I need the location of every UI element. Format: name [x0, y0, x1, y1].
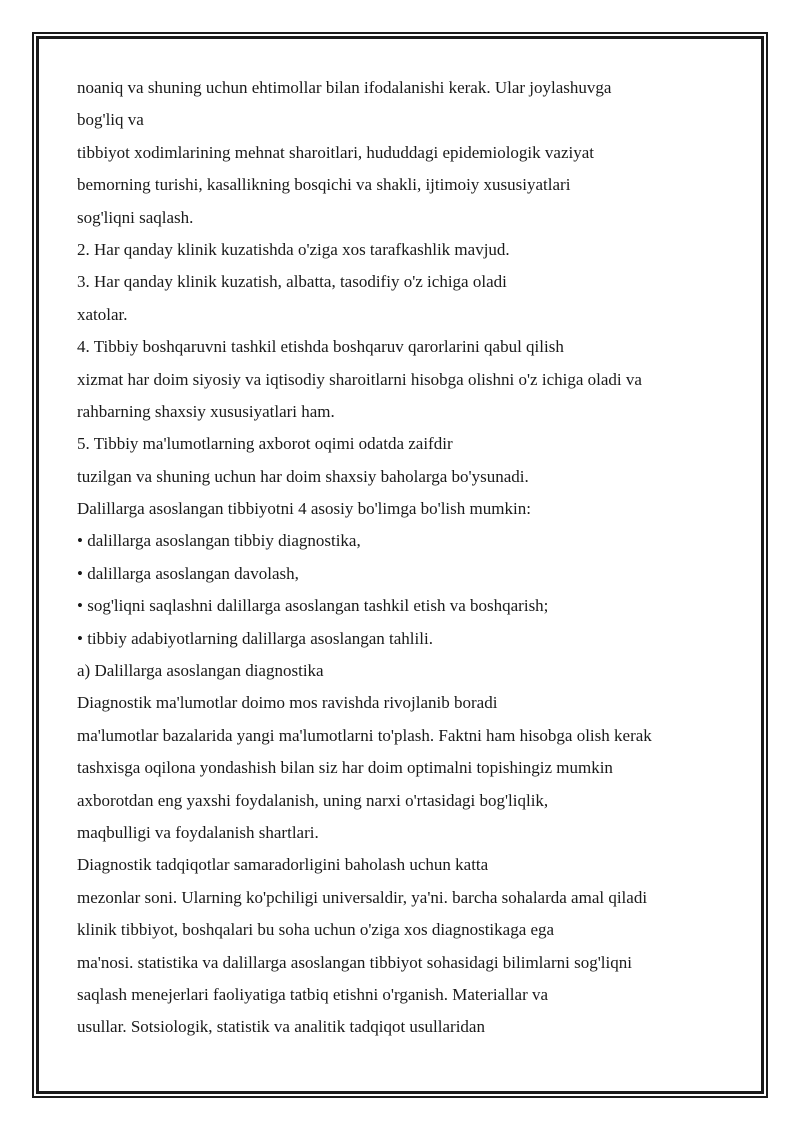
text-line: ma'nosi. statistika va dalillarga asoslangan tibbiyot sohasidagi bilimlarni sog'liqni: [77, 952, 632, 972]
bullet-item: • dalillarga asoslangan davolash,: [77, 563, 299, 583]
text-line: tashxisga oqilona yondashish bilan siz har doim optimalni topishingiz mumkin: [77, 758, 613, 778]
bullet-item: • sog'liqni saqlashni dalillarga asoslangan tashkil etish va boshqarish;: [77, 596, 549, 616]
text-line: xizmat har doim siyosiy va iqtisodiy sharoitlarni hisobga olishni o'z ichiga oladi va: [77, 369, 642, 389]
text-line: bemorning turishi, kasallikning bosqichi va shakli, ijtimoiy xususiyatlari: [77, 175, 571, 195]
text-line: axborotdan eng yaxshi foydalanish, uning narxi o'rtasidagi bog'liqlik,: [77, 790, 549, 810]
text-line: Diagnostik tadqiqotlar samaradorligini baholash uchun katta: [77, 855, 489, 875]
text-line: ma'lumotlar bazalarida yangi ma'lumotlarni to'plash. Faktni ham hisobga olish kerak: [77, 725, 652, 745]
text-line: rahbarning shaxsiy xususiyatlari ham.: [77, 401, 335, 421]
text-line: Diagnostik ma'lumotlar doimo mos ravishda rivojlanib boradi: [77, 693, 498, 713]
text-line: sog'liqni saqlash.: [77, 207, 194, 227]
text-line: Dalillarga asoslangan tibbiyotni 4 asosiy bo'limga bo'lish mumkin:: [77, 499, 531, 519]
text-line: bog'liq va: [77, 110, 144, 130]
list-item: 4. Tibbiy boshqaruvni tashkil etishda boshqaruv qarorlarini qabul qilish: [77, 337, 564, 357]
text-line: usullar. Sotsiologik, statistik va analitik tadqiqot usullaridan: [77, 1017, 485, 1037]
text-line: saqlash menejerlari faoliyatiga tatbiq etishni o'rganish. Materiallar va: [77, 984, 549, 1004]
list-item: 3. Har qanday klinik kuzatish, albatta, tasodifiy o'z ichiga oladi: [77, 272, 507, 292]
text-line: klinik tibbiyot, boshqalari bu soha uchun o'ziga xos diagnostikaga ega: [77, 920, 555, 940]
text-line: mezonlar soni. Ularning ko'pchiligi universaldir, ya'ni. barcha sohalarda amal qiladi: [77, 887, 648, 907]
bullet-item: • tibbiy adabiyotlarning dalillarga asoslangan tahlili.: [77, 628, 433, 648]
text-line: noaniq va shuning uchun ehtimollar bilan ifodalanishi kerak. Ular joylashuvga: [77, 78, 612, 97]
document-body: [77, 72, 737, 1044]
text-line: maqbulligi va foydalanish shartlari.: [77, 822, 319, 842]
text-line: tuzilgan va shuning uchun har doim shaxsiy baholarga bo'ysunadi.: [77, 466, 529, 486]
section-heading: a) Dalillarga asoslangan diagnostika: [77, 661, 324, 681]
bullet-item: • dalillarga asoslangan tibbiy diagnostika,: [77, 531, 361, 551]
text-line: tibbiyot xodimlarining mehnat sharoitlari, hududdagi epidemiologik vaziyat: [77, 142, 594, 162]
list-item: 5. Tibbiy ma'lumotlarning axborot oqimi odatda zaifdir: [77, 434, 453, 454]
list-item: 2. Har qanday klinik kuzatishda o'ziga xos tarafkashlik mavjud.: [77, 239, 510, 259]
text-line: xatolar.: [77, 304, 128, 324]
